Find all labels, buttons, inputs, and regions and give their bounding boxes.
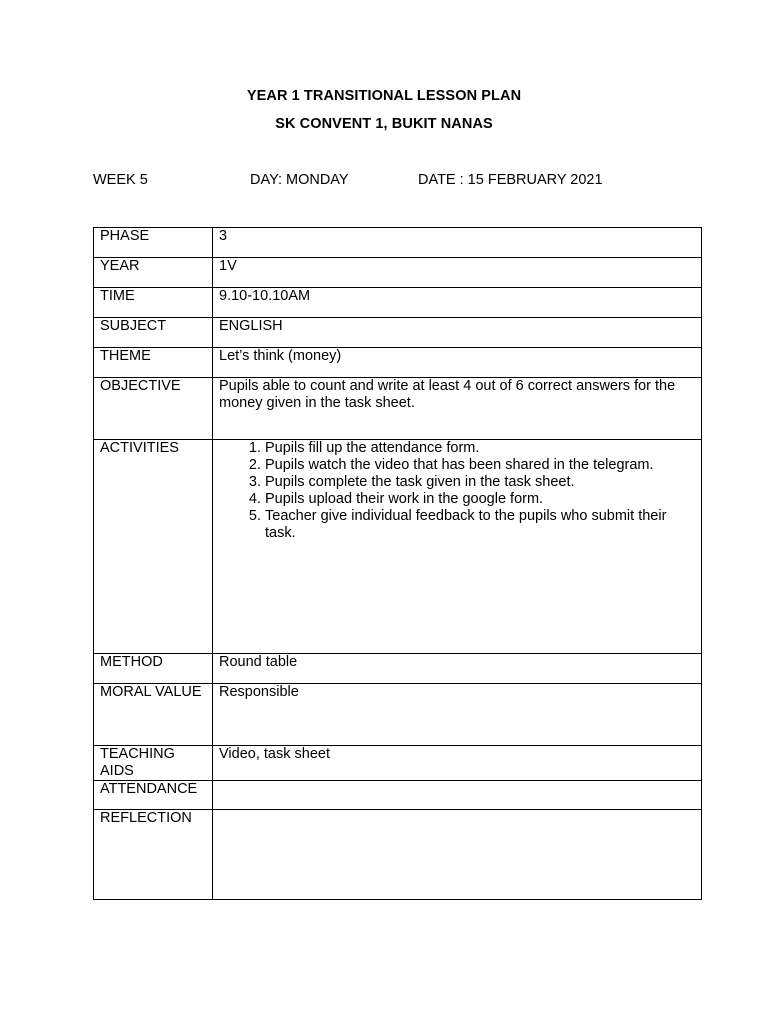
subject-value: ENGLISH bbox=[213, 318, 702, 348]
activity-item: 4. Pupils upload their work in the google form. bbox=[265, 491, 695, 508]
year-label: YEAR bbox=[94, 258, 213, 288]
school-name: SK CONVENT 1, BUKIT NANAS bbox=[275, 116, 493, 132]
activity-item: 3. Pupils complete the task given in the task sheet. bbox=[265, 474, 695, 491]
table-row-attendance bbox=[94, 781, 702, 810]
table-row-phase bbox=[94, 228, 702, 258]
method-value: Round table bbox=[213, 654, 702, 684]
activity-item: 1. Pupils fill up the attendance form. bbox=[265, 440, 695, 457]
activity-item: 2. Pupils watch the video that has been shared in the telegram. bbox=[265, 457, 695, 474]
table-row-method bbox=[94, 654, 702, 684]
table-row-activities bbox=[94, 440, 702, 654]
date-label: DATE : 15 FEBRUARY 2021 bbox=[418, 172, 603, 188]
activities-value bbox=[213, 440, 702, 654]
attendance-label: ATTENDANCE bbox=[94, 781, 213, 810]
subject-label: SUBJECT bbox=[94, 318, 213, 348]
objective-label: OBJECTIVE bbox=[94, 378, 213, 440]
day-label: DAY: MONDAY bbox=[250, 172, 349, 188]
table-row-year bbox=[94, 258, 702, 288]
phase-label: PHASE bbox=[94, 228, 213, 258]
table-row-teaching-aids bbox=[94, 746, 702, 781]
attendance-value bbox=[213, 781, 702, 810]
reflection-value bbox=[213, 810, 702, 900]
objective-value: Pupils able to count and write at least 4 out of 6 correct answers for the money given in the task sheet. bbox=[213, 378, 702, 440]
theme-value: Let’s think (money) bbox=[213, 348, 702, 378]
time-label: TIME bbox=[94, 288, 213, 318]
activity-item: 5. Teacher give individual feedback to the pupils who submit their task. bbox=[265, 508, 695, 542]
year-value: 1V bbox=[213, 258, 702, 288]
table-row-moral-value bbox=[94, 684, 702, 746]
week-label: WEEK 5 bbox=[93, 172, 148, 188]
table-row-objective bbox=[94, 378, 702, 440]
moral-value-value: Responsible bbox=[213, 684, 702, 746]
theme-label: THEME bbox=[94, 348, 213, 378]
method-label: METHOD bbox=[94, 654, 213, 684]
reflection-label: REFLECTION bbox=[94, 810, 213, 900]
teaching-aids-value: Video, task sheet bbox=[213, 746, 702, 781]
lesson-plan-table bbox=[93, 227, 702, 900]
time-value: 9.10-10.10AM bbox=[213, 288, 702, 318]
table-row-time bbox=[94, 288, 702, 318]
moral-value-label: MORAL VALUE bbox=[94, 684, 213, 746]
table-row-subject bbox=[94, 318, 702, 348]
table-row-reflection bbox=[94, 810, 702, 900]
teaching-aids-label: TEACHING AIDS bbox=[94, 746, 213, 781]
phase-value: 3 bbox=[213, 228, 702, 258]
activities-list bbox=[219, 440, 695, 542]
activities-label: ACTIVITIES bbox=[94, 440, 213, 654]
document-title: YEAR 1 TRANSITIONAL LESSON PLAN bbox=[246, 88, 522, 104]
table-row-theme bbox=[94, 348, 702, 378]
